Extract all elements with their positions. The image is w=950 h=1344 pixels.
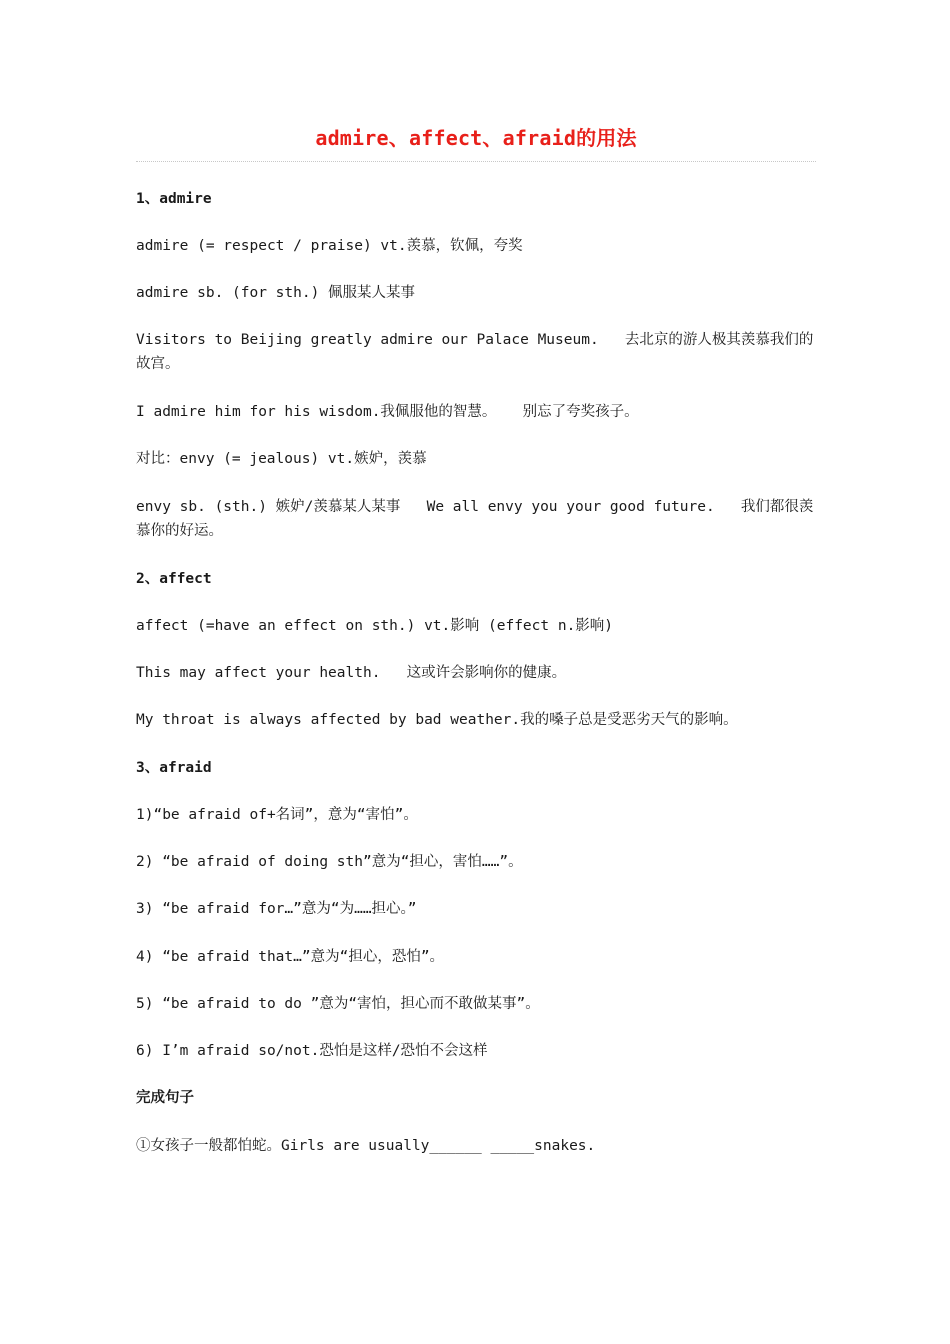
section-heading-affect: 2、affect bbox=[136, 571, 212, 587]
section-heading-complete-sentences: 完成句子 bbox=[136, 1090, 194, 1106]
text-line: 3) “be afraid for…”意为“为……担心。” bbox=[136, 901, 417, 917]
exercise-line: ①女孩子一般都怕蛇。Girls are usually______ _____snakes. bbox=[136, 1138, 596, 1154]
text-line: 1)“be afraid of+名词”，意为“害怕”。 bbox=[136, 807, 418, 823]
text-line: affect (=have an effect on sth.) vt.影响 (effect n.影响) bbox=[136, 618, 614, 634]
text-line: 对比：envy (= jealous) vt.嫉妒，羡慕 bbox=[136, 451, 427, 467]
text-line: admire (= respect / praise) vt.羡慕，钦佩，夸奖 bbox=[136, 238, 523, 254]
text-line: This may affect your health. 这或许会影响你的健康。 bbox=[136, 665, 567, 681]
text-line: Visitors to Beijing greatly admire our Palace Museum. 去北京的游人极其羡慕我们的故宫。 bbox=[136, 332, 814, 372]
section-heading-afraid: 3、afraid bbox=[136, 760, 212, 776]
text-line: 6) I’m afraid so/not.恐怕是这样/恐怕不会这样 bbox=[136, 1043, 488, 1059]
text-line: admire sb. (for sth.) 佩服某人某事 bbox=[136, 285, 416, 301]
section-heading-admire: 1、admire bbox=[136, 191, 212, 207]
text-line: 5) “be afraid to do ”意为“害怕，担心而不敢做某事”。 bbox=[136, 996, 540, 1012]
text-line: envy sb. (sth.) 嫉妒/羡慕某人某事 We all envy you your good future. 我们都很羡慕你的好运。 bbox=[136, 499, 814, 539]
text-line: I admire him for his wisdom.我佩服他的智慧。 别忘了夸奖孩子。 bbox=[136, 404, 639, 420]
document-title: admire、affect、afraid的用法 bbox=[315, 126, 637, 150]
text-line: 4) “be afraid that…”意为“担心，恐怕”。 bbox=[136, 949, 445, 965]
text-line: My throat is always affected by bad weather.我的嗓子总是受恶劣天气的影响。 bbox=[136, 712, 738, 728]
title-divider bbox=[136, 161, 816, 162]
text-line: 2) “be afraid of doing sth”意为“担心，害怕……”。 bbox=[136, 854, 523, 870]
